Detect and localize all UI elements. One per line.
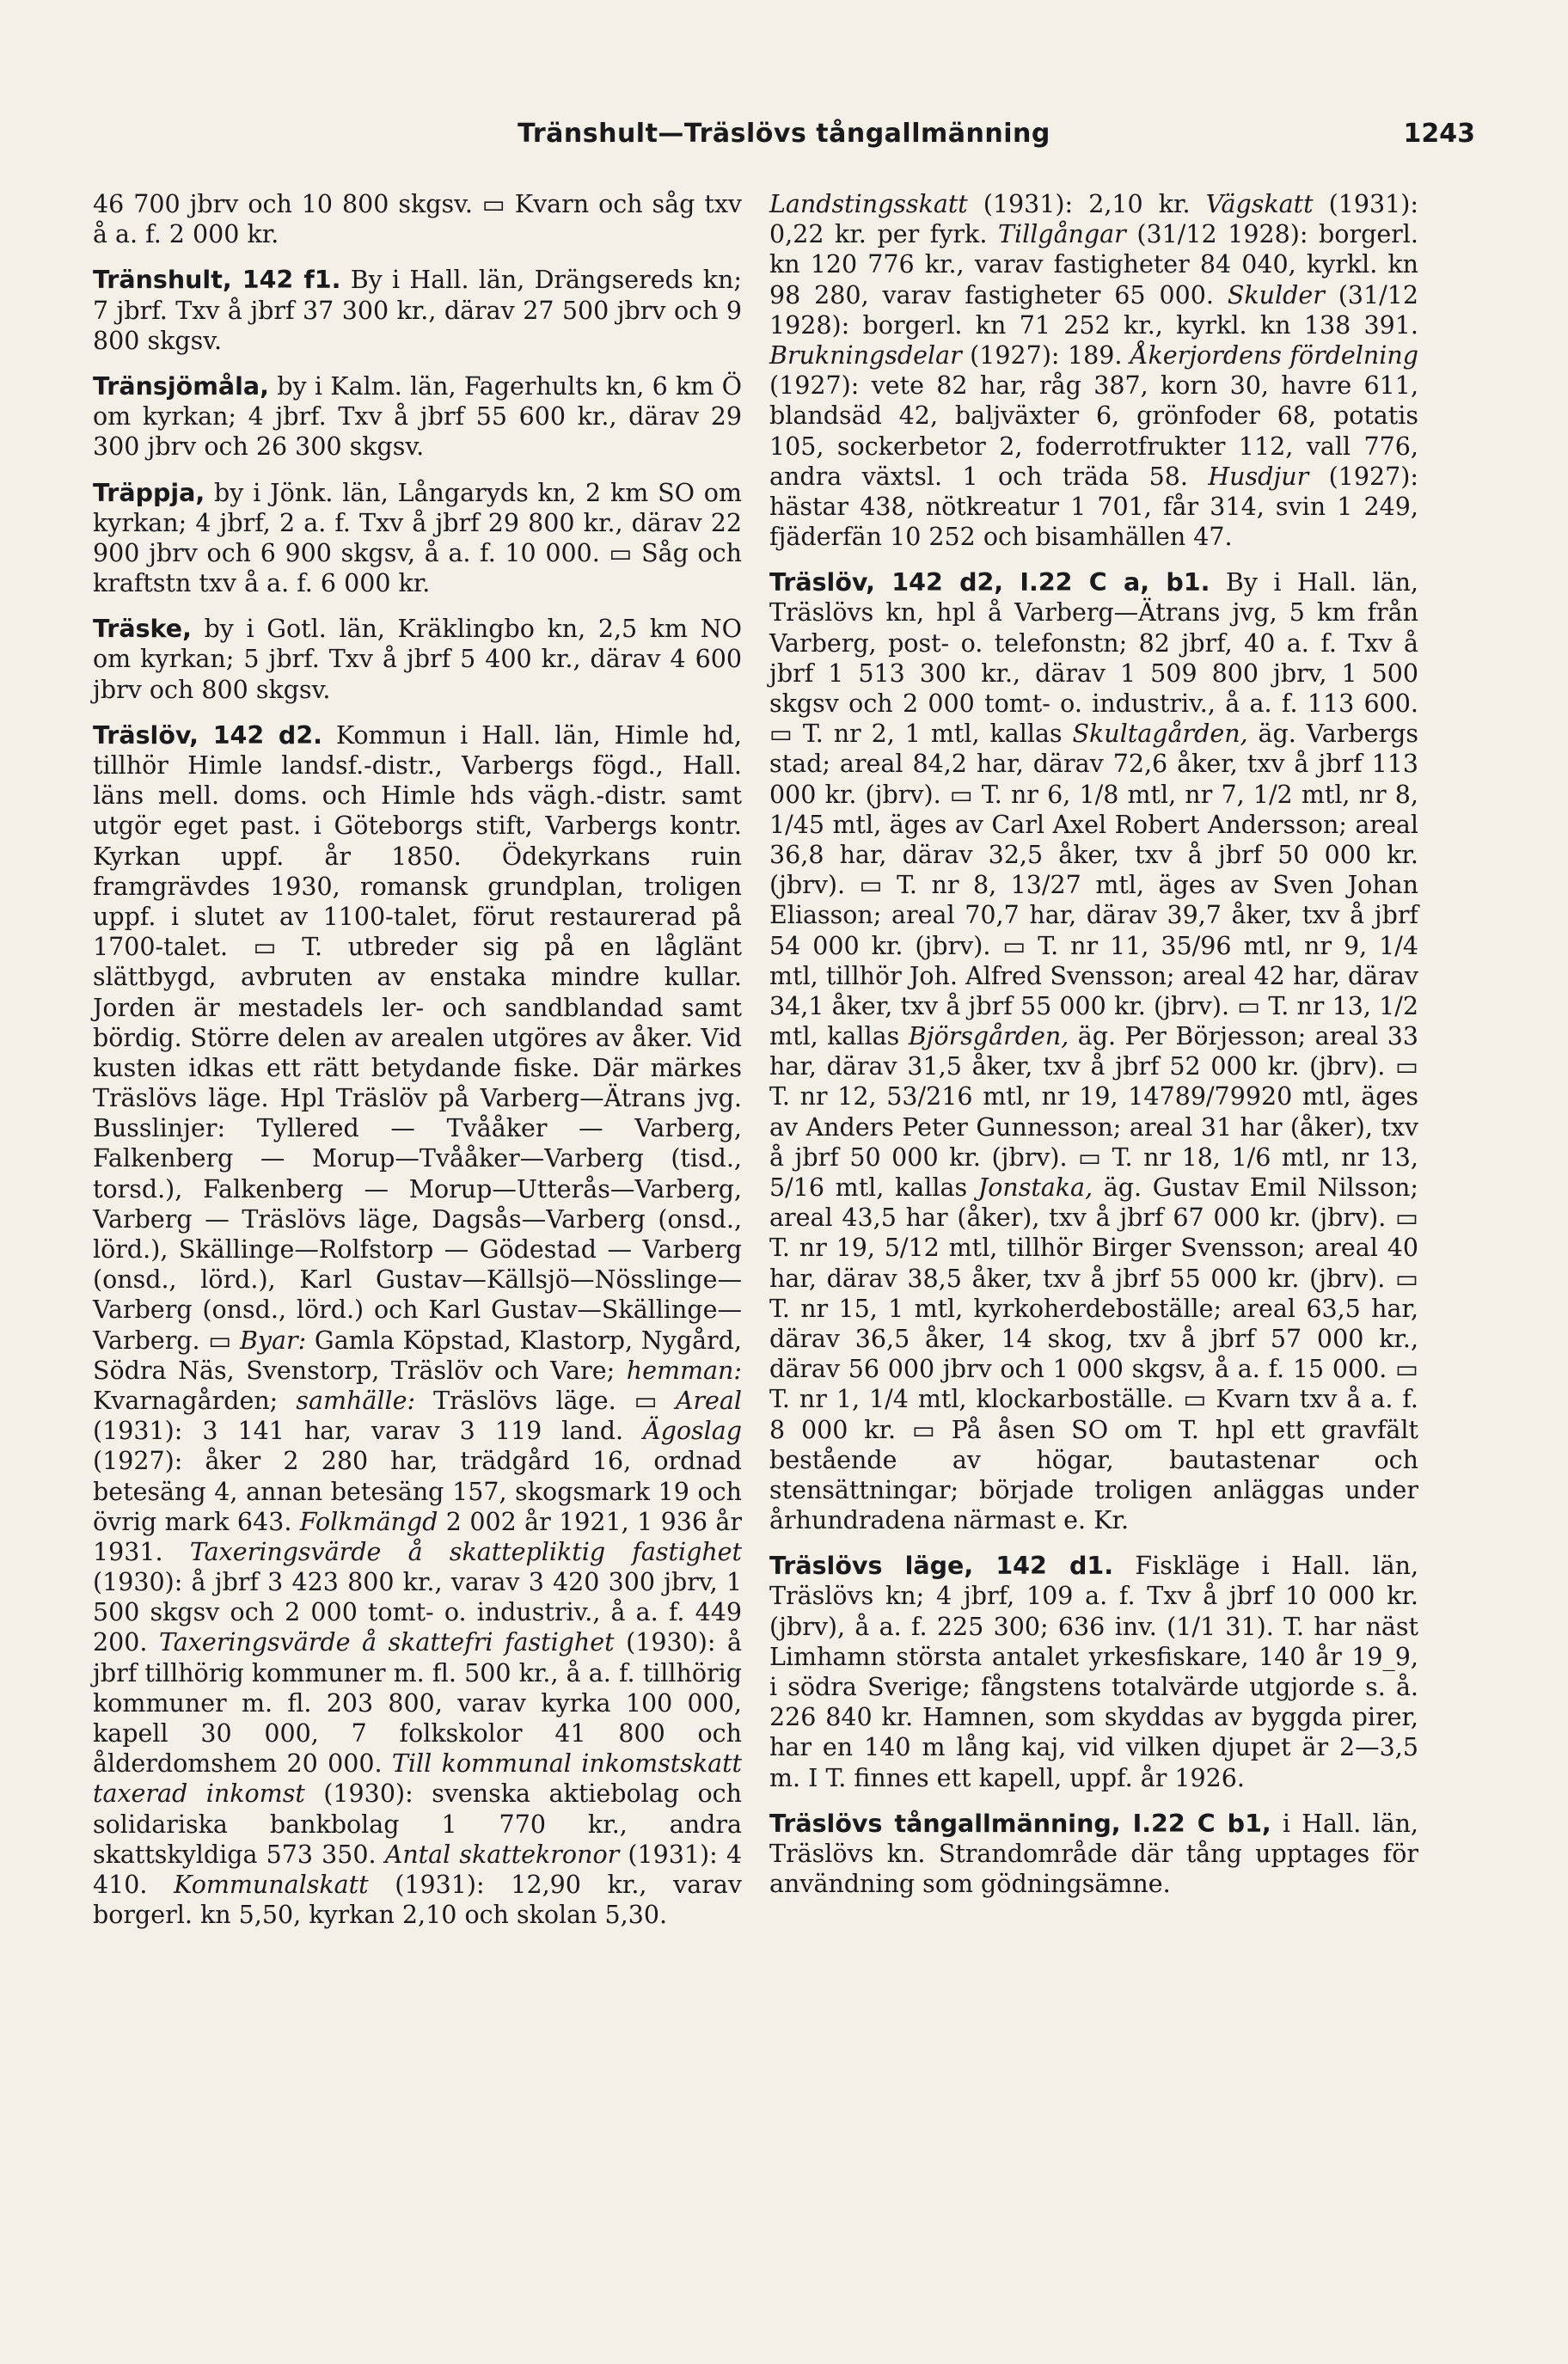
entry-headword: Träske,	[93, 615, 192, 644]
entry-text: 2 002 år 1921, 1 936 år 1931.	[93, 1507, 742, 1566]
label-hemman: hemman:	[626, 1356, 742, 1385]
left-column	[93, 189, 742, 1945]
label-kommunalskatt: Kommunalskatt	[174, 1870, 369, 1899]
entry-text: (1931): 2,10 kr.	[967, 190, 1206, 218]
label-folkmangd: Folkmängd	[299, 1507, 438, 1536]
entry-traslov-by	[769, 567, 1418, 1535]
entry-text: (1931): 0,22 kr. per fyrk.	[769, 190, 1418, 249]
entry-text: (1927): åker 2 280 har, trädgård 16, ordnad betesäng 4, annan betesäng 157, skogsmark 19 och övrig mark 643.	[93, 1447, 742, 1536]
label-tillgangar: Tillgångar	[997, 220, 1126, 249]
farm-name-bjorsgarden: Björsgården,	[908, 1022, 1069, 1051]
page-header	[93, 119, 1475, 170]
entry-text: (1927): 189.	[961, 340, 1130, 370]
entry-text: i Hall. län, Träslövs kn. Strandområde där tång upptages för användning som gödningsämne.	[769, 1809, 1418, 1899]
entry-text: by i Kalm. län, Fagerhults kn, 6 km Ö om kyrkan; 4 jbrf. Txv å jbrf 55 600 kr., därav 29 300 jbrv och 26 300 skgsv.	[93, 371, 742, 462]
label-inkomst: Till kommunal inkomstskatt taxerad inkomst	[93, 1749, 742, 1809]
farm-name-jonstaka: Jonstaka,	[977, 1173, 1093, 1202]
entry-text: (31/12 1928): borgerl. kn 71 252 kr., kyrkl. kn 138 391.	[769, 280, 1418, 340]
entry-traslovs-tangallmanning	[769, 1809, 1418, 1900]
entry-text: Kommun i Hall. län, Himle hd, tillhör Himle landsf.-distr., Varbergs fögd., Hall. läns mell. doms. och Himle hds vägh.-distr. samt utgör eget past. i Göteborgs stift, Varbergs kontr. Kyrkan uppf. år 1850. Ödekyrkans ruin framgrävdes 1930, romansk grundplan, troligen uppf. i slutet av 1100-talet, förut restaurerad på 1700-talet. ▭ T. utbreder sig på en låglänt slättbygd, avbruten av enstaka mindre kullar. Jorden är mestadels ler- och sandblandad samt bördig. Större delen av arealen utgöres av åker. Vid kusten idkas ett rätt betydande fiske. Där märkes Träslövs läge. Hpl Träslöv på Varberg—Ätrans jvg. Busslinjer: Tyllered — Tvååker — Varberg, Falkenberg — Morup—Tvååker—Varberg (tisd., torsd.), Falkenberg — Morup—Utterås—Varberg, Varberg — Träslövs läge, Dagsås—Varberg (onsd., lörd.), Skällinge—Rolfstorp — Gödestad — Varberg (onsd., lörd.), Karl Gustav—Källsjö—Nösslinge—Varberg (onsd., lörd.) och Karl Gustav—Skällinge—Varberg. ▭	[93, 720, 742, 1355]
entry-transjomala	[93, 371, 742, 462]
entry-text: Träslövs läge. ▭	[415, 1386, 676, 1415]
label-taxeringsvarde: Taxeringsvärde å skattepliktig fastighet	[189, 1537, 742, 1566]
label-skulder: Skulder	[1227, 280, 1325, 309]
entry-text: by i Gotl. län, Kräklingbo kn, 2,5 km NO om kyrkan; 5 jbrf. Txv å jbrf 5 400 kr., därav 4 600 jbrv och 800 skgsv.	[93, 615, 742, 704]
entry-text: By i Hall. län, Träslövs kn, hpl å Varberg—Ätrans jvg, 5 km från Varberg, post- o. telefonstn; 82 jbrf, 40 a. f. Txv å jbrf 1 513 300 kr., därav 1 509 800 jbrv, 1 500 skgsv och 2 000 tomt- o. industriv., å a. f. 113 600. ▭ T. nr 2, 1 mtl, kallas	[769, 568, 1418, 749]
label-taxeringsvarde-skattefri: Taxeringsvärde å skattefri fastighet	[158, 1628, 615, 1657]
entry-transhult	[93, 265, 742, 356]
entry-text: Kvarnagården;	[93, 1386, 297, 1415]
entry-text: (1930): svenska aktiebolag och solidariska bankbolag 1 770 kr., andra skattskyldiga 573 350.	[93, 1779, 742, 1869]
label-agoslag: Ägoslag	[643, 1417, 742, 1446]
entry-text: (1927): vete 82 har, råg 387, korn 30, havre 611, blandsäd 42, baljväxter 6, grönfoder 68, potatis 105, sockerbetor 2, foderrotfrukter 112, vall 776, andra växtsl. 1 och träda 58.	[769, 371, 1418, 491]
entry-text: 46 700 jbrv och 10 800 skgsv. ▭ Kvarn och såg txv å a. f. 2 000 kr.	[93, 190, 742, 249]
entry-text: (1931): 3 141 har, varav 3 119 land.	[93, 1417, 644, 1446]
entry-text: äg. Varbergs stad; areal 84,2 har, därav 72,6 åker, txv å jbrf 113 000 kr. (jbrv). ▭ T. nr 6, 1/8 mtl, nr 7, 1/2 mtl, nr 8, 1/45 mtl, äges av Carl Axel Robert Andersson; areal 36,8 har, därav 32,5 åker, txv å jbrf 50 000 kr. (jbrv). ▭ T. nr 8, 13/27 mtl, äges av Sven Johan Eliasson; areal 70,7 har, därav 39,7 åker, txv å jbrf 54 000 kr. (jbrv). ▭ T. nr 11, 35/96 mtl, nr 9, 1/4 mtl, tillhör Joh. Alfred Svensson; areal 42 har, därav 34,1 åker, txv å jbrf 55 000 kr. (jbrv). ▭ T. nr 13, 1/2 mtl, kallas	[769, 720, 1418, 1051]
label-landstingsskatt: Landstingsskatt	[769, 190, 968, 218]
entry-headword: Träslöv, 142 d2, I.22 C a, b1.	[769, 568, 1210, 597]
running-title: Tränshult—Träslövs tångallmänning	[518, 119, 1050, 149]
entry-headword: Träslövs läge, 142 d1.	[769, 1552, 1114, 1581]
label-brukningsdelar: Brukningsdelar	[769, 340, 962, 370]
entry-headword: Tränsjömåla,	[93, 371, 269, 401]
entry-text: (1930): å jbrf 3 423 800 kr., varav 3 420 300 jbrv, 1 500 skgsv och 2 000 tomt- o. industriv., å a. f. 449 200.	[93, 1568, 742, 1657]
label-samhalle: samhälle:	[296, 1386, 416, 1415]
entry-traslov-kommun	[93, 720, 742, 1931]
entry-headword: Träppja,	[93, 478, 205, 507]
label-husdjur: Husdjur	[1208, 462, 1309, 491]
entry-text: By i Hall. län, Drängsereds kn; 7 jbrf. Txv å jbrf 37 300 kr., därav 27 500 jbrv och 9 800 skgsv.	[93, 266, 742, 355]
entry-text: Fiskläge i Hall. län, Träslövs kn; 4 jbrf, 109 a. f. Txv å jbrf 10 000 kr. (jbrv), å a. f. 225 300; 636 inv. (1/1 31). T. har näst Limhamn största antalet yrkesfiskare, 140 år 19_9, i södra Sverige; fångstens totalvärde utgjorde s. å. 226 840 kr. Hamnen, som skyddas av byggda pirer, har en 140 m lång kaj, vid vilken djupet är 2—3,5 m. I T. finnes ett kapell, uppf. år 1926.	[769, 1552, 1419, 1792]
label-areal: Areal	[675, 1386, 742, 1415]
label-vagskatt: Vägskatt	[1205, 190, 1314, 218]
entry-traske	[93, 614, 742, 705]
entry-headword: Träslövs tångallmänning, I.22 C b1,	[769, 1809, 1271, 1838]
farm-name-skultagarden: Skultagården,	[1072, 720, 1248, 749]
entry-continuation	[93, 189, 742, 249]
entry-text: äg. Per Börjesson; areal 33 har, därav 31,5 åker, txv å jbrf 52 000 kr. (jbrv). ▭ T. nr 12, 53/216 mtl, nr 19, 14789/79920 mtl, äges av Anders Peter Gunnesson; areal 31 har (åker), txv å jbrf 50 000 kr. (jbrv). ▭ T. nr 18, 1/6 mtl, nr 13, 5/16 mtl, kallas	[769, 1022, 1418, 1202]
entry-headword: Träslöv, 142 d2.	[93, 720, 322, 750]
page-number: 1243	[1403, 119, 1475, 149]
label-skattekronor: Antal skattekronor	[384, 1840, 620, 1869]
entry-text: (1931): 4 410.	[93, 1840, 743, 1899]
right-column	[769, 189, 1418, 1914]
entry-text: (1931): 12,90 kr., varav borgerl. kn 5,50, kyrkan 2,10 och skolan 5,30.	[93, 1870, 742, 1930]
entry-traslovs-lage	[769, 1551, 1418, 1793]
entry-trappja	[93, 478, 742, 599]
label-akerjordens-fordelning: Åkerjordens fördelning	[1130, 340, 1418, 370]
entry-traslov-kommun-cont	[769, 189, 1418, 552]
entry-text: by i Jönk. län, Långaryds kn, 2 km SO om kyrkan; 4 jbrf, 2 a. f. Txv å jbrf 29 800 kr., därav 22 900 jbrv och 6 900 skgsv, å a. f. 10 000. ▭ Såg och kraftstn txv å a. f. 6 000 kr.	[93, 478, 742, 598]
entry-headword: Tränshult, 142 f1.	[93, 266, 341, 295]
entry-text: (1927): hästar 438, nötkreatur 1 701, får 314, svin 1 249, fjäderfän 10 252 och bisamhällen 47.	[769, 462, 1418, 552]
entry-text: (31/12 1928): borgerl. kn 120 776 kr., varav fastigheter 84 040, kyrkl. kn 98 280, varav fastigheter 65 000.	[769, 220, 1418, 309]
entry-text: äg. Gustav Emil Nilsson; areal 43,5 har (åker), txv å jbrf 67 000 kr. (jbrv). ▭ T. nr 19, 5/12 mtl, tillhör Birger Svensson; areal 40 har, därav 38,5 åker, txv å jbrf 55 000 kr. (jbrv). ▭ T. nr 15, 1 mtl, kyrkoherdeboställe; areal 63,5 har, därav 36,5 åker, 14 skog, txv å jbrf 57 000 kr., därav 56 000 jbrv och 1 000 skgsv, å a. f. 15 000. ▭ T. nr 1, 1/4 mtl, klockarboställe. ▭ Kvarn txv å a. f. 8 000 kr. ▭ På åsen SO om T. hpl ett gravfält bestående av högar, bautastenar och stensättningar; började troligen anläggas under århundradena närmast e. Kr.	[769, 1173, 1418, 1535]
label-byar: Byar:	[239, 1326, 307, 1355]
entry-text: (1930): å jbrf tillhörig kommuner m. fl. 500 kr., å a. f. tillhörig kommuner m. fl. 203 800, varav kyrka 100 000, kapell 30 000, 7 folkskolor 41 800 och ålderdomshem 20 000.	[93, 1628, 742, 1779]
entry-text: Gamla Köpstad, Klastorp, Nygård, Södra Näs, Svenstorp, Träslöv och Vare;	[93, 1326, 742, 1385]
